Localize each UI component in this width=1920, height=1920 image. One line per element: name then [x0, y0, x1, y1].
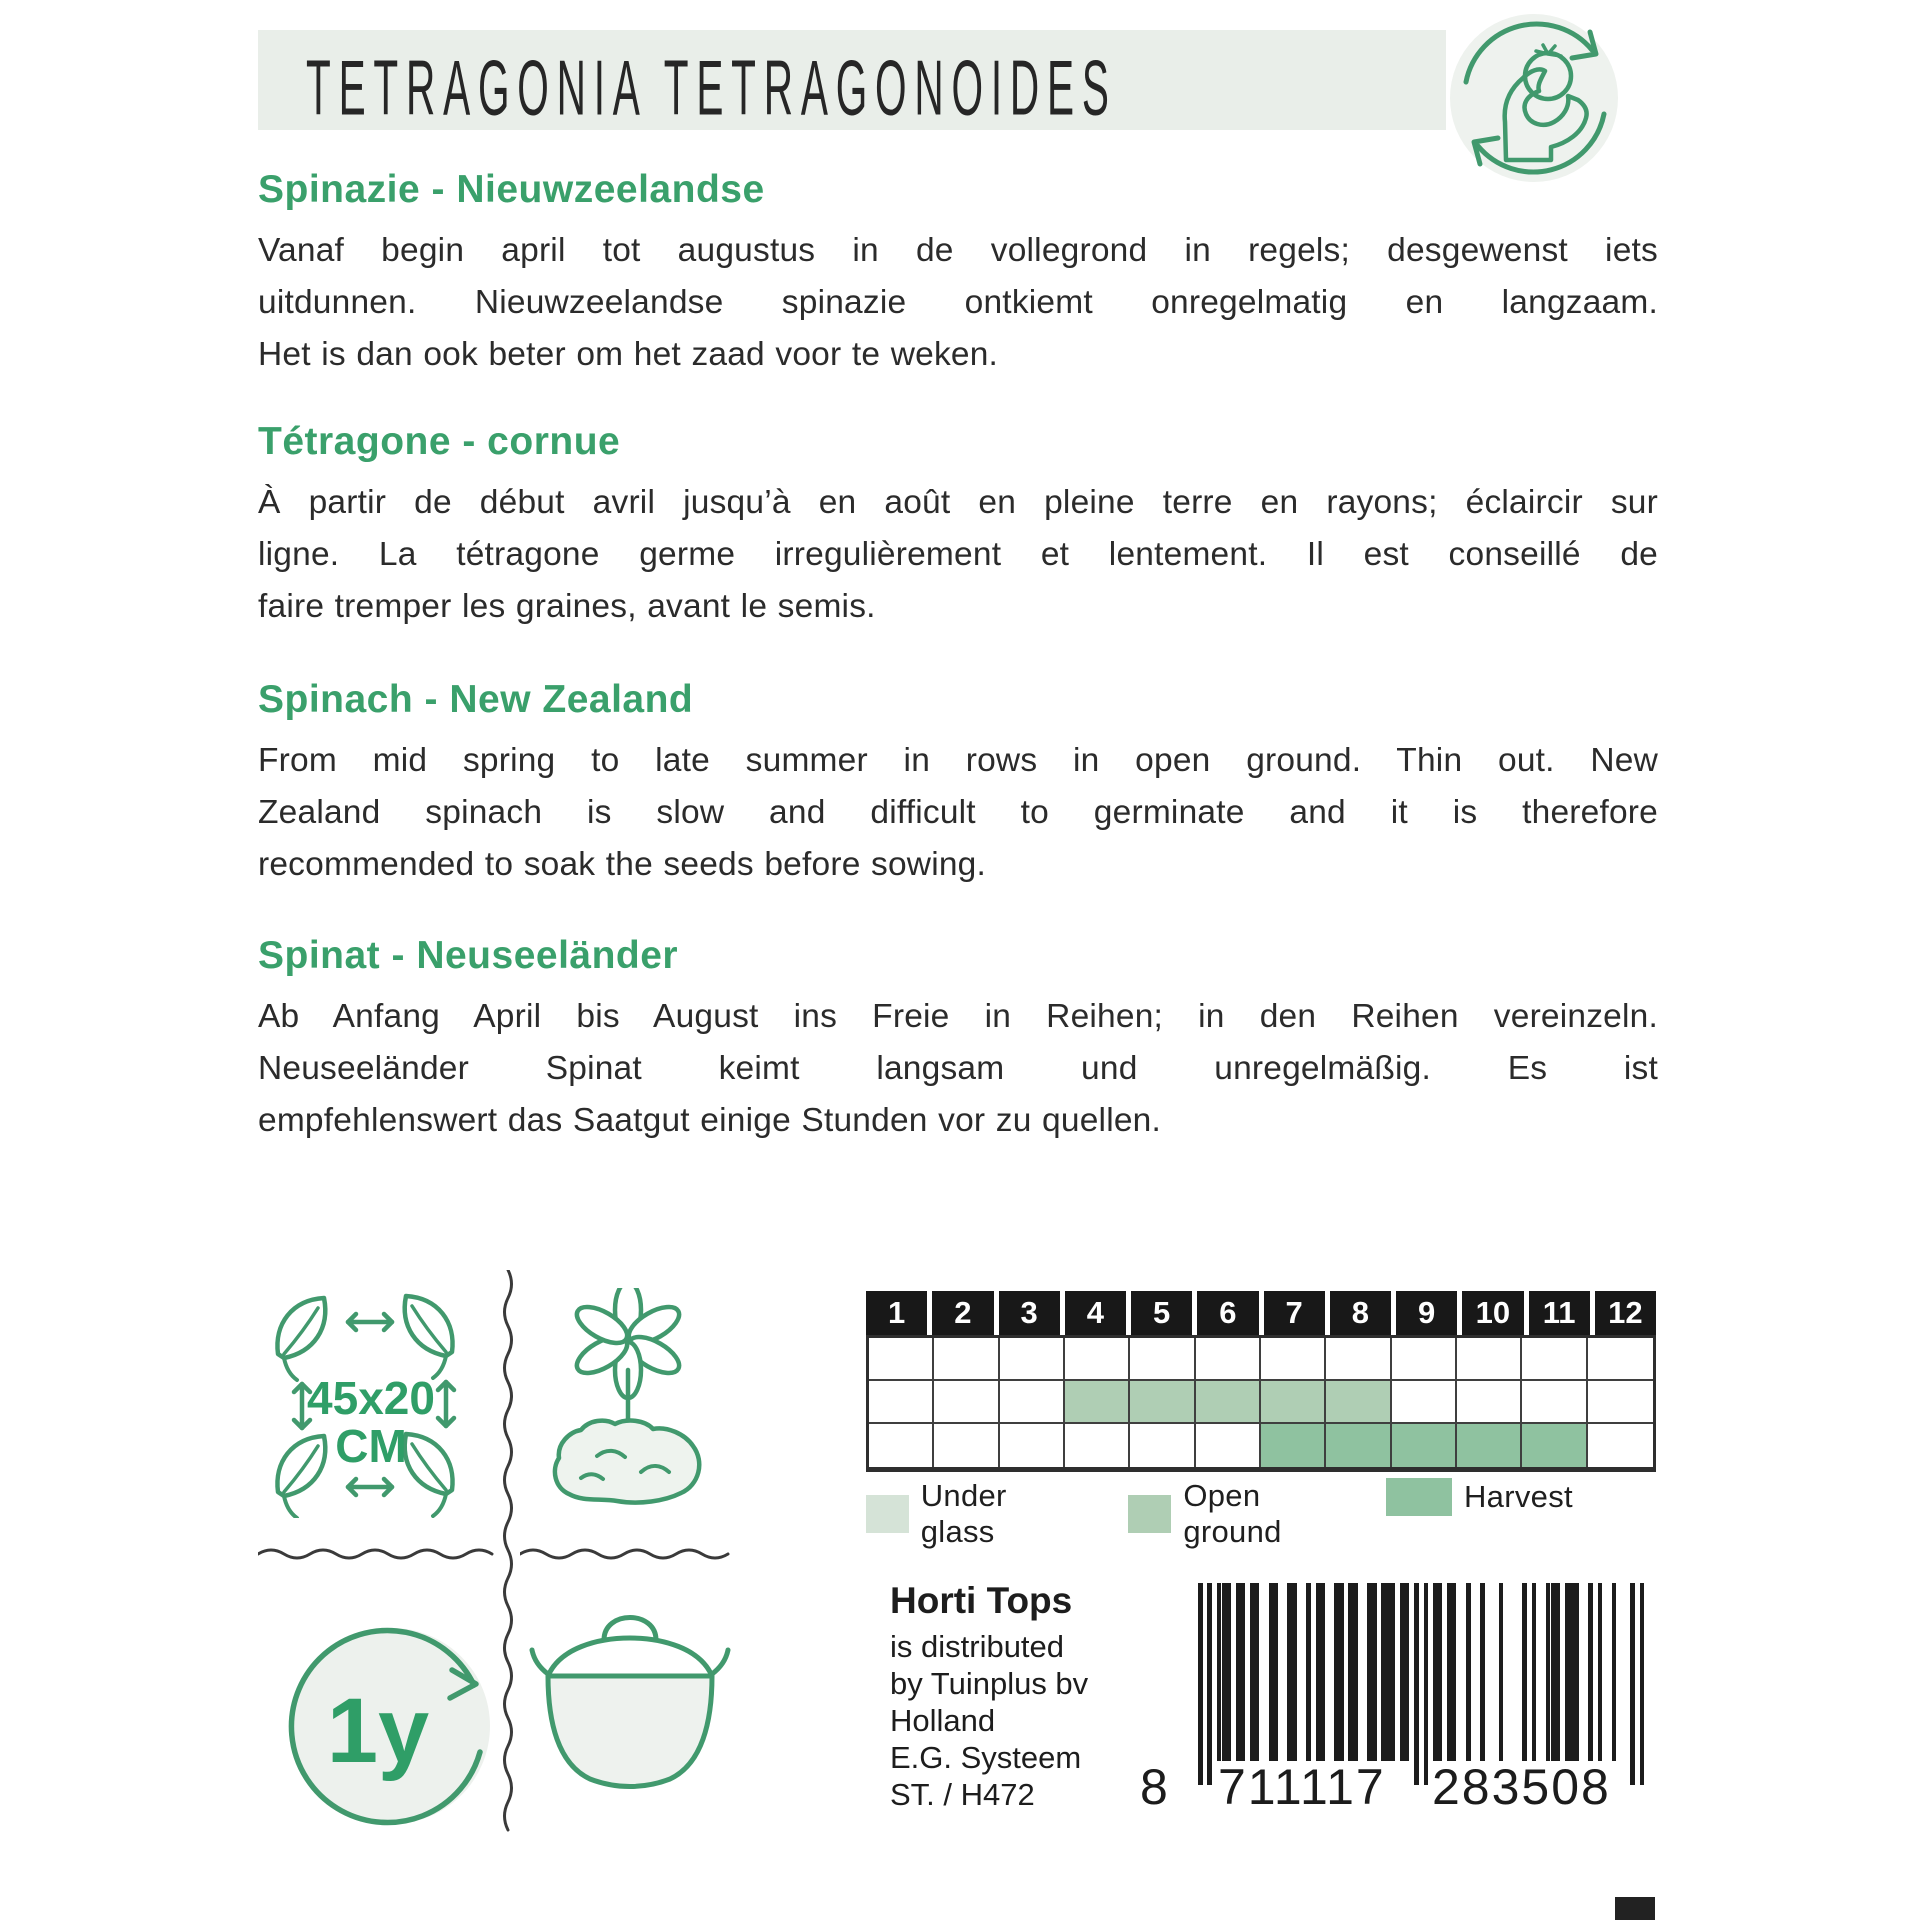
body-line: Het is dan ook beter om het zaad voor te weken.: [258, 336, 999, 373]
month-header-cell: 1: [866, 1291, 927, 1335]
month-header-cell: 11: [1529, 1291, 1590, 1335]
month-header-cell: 8: [1330, 1291, 1391, 1335]
distributor-block: [890, 1580, 1088, 1813]
barcode-bar: [1630, 1583, 1635, 1785]
barcode-bar: [1207, 1583, 1212, 1785]
calendar-cell: [1588, 1381, 1653, 1424]
month-header-cell: 3: [999, 1291, 1060, 1335]
barcode-lead-digit: 8: [1140, 1759, 1170, 1815]
calendar-cell: [1261, 1424, 1326, 1467]
body-line: empfehlenswert das Saatgut einige Stunden vor zu quellen.: [258, 1102, 1162, 1139]
plant-spacing-icon: [258, 1288, 473, 1518]
barcode-bar: [1466, 1583, 1471, 1761]
calendar-cell: [1457, 1381, 1522, 1424]
barcode-digit-group: 283508: [1432, 1759, 1611, 1815]
body-line: À partir de début avril jusqu’à en août en pleine terre en rayons; éclaircir sur: [258, 484, 1658, 521]
barcode-bar: [1391, 1583, 1396, 1761]
body-line: uitdunnen. Nieuwzeelandse spinazie ontkiemt onregelmatig en langzaam.: [258, 284, 1658, 321]
body-line: Vanaf begin april tot augustus in de vollegrond in regels; desgewenst iets: [258, 232, 1658, 269]
barcode-bar: [1353, 1583, 1358, 1761]
calendar-cell: [934, 1381, 999, 1424]
distributor-line: is distributed: [890, 1629, 1065, 1664]
barcode-bar: [1405, 1583, 1410, 1761]
legend-item-open_ground: [1128, 1478, 1304, 1550]
body-line: Neuseeländer Spinat keimt langsam und unregelmäßig. Es ist: [258, 1050, 1658, 1087]
calendar-month-header: [866, 1291, 1656, 1335]
month-header-cell: 10: [1462, 1291, 1523, 1335]
barcode-bar: [1424, 1583, 1429, 1785]
section-heading: Spinat - Neuseeländer: [258, 934, 679, 977]
month-header-cell: 6: [1197, 1291, 1258, 1335]
barcode-bar: [1273, 1583, 1278, 1761]
barcode-bar: [1292, 1583, 1297, 1761]
body-line: ligne. La tétragone germe irregulièrement et lentement. Il est conseillé de: [258, 536, 1658, 573]
legend-item-under_glass: [866, 1478, 1030, 1550]
calendar-cell: [869, 1424, 934, 1467]
calendar-cell: [1130, 1338, 1195, 1381]
barcode-bar: [1452, 1583, 1457, 1761]
barcode-bar: [1588, 1583, 1593, 1761]
section-heading: Tétragone - cornue: [258, 420, 621, 463]
calendar-row-harvest: [869, 1424, 1653, 1467]
calendar-cell: [869, 1381, 934, 1424]
barcode-bar: [1339, 1583, 1344, 1761]
barcode-bar: [1532, 1583, 1537, 1761]
barcode-bar: [1226, 1583, 1231, 1761]
legend-swatch: [1128, 1495, 1171, 1533]
calendar-cell: [1326, 1381, 1391, 1424]
month-header-cell: 5: [1131, 1291, 1192, 1335]
calendar-cell: [1392, 1381, 1457, 1424]
barcode-bar: [1372, 1583, 1377, 1761]
distributor-line: by Tuinplus bv: [890, 1666, 1089, 1701]
distributor-name: Horti Tops: [890, 1580, 1073, 1621]
calendar-cell: [869, 1338, 934, 1381]
calendar-cell: [1457, 1338, 1522, 1381]
legend-item-harvest: [1386, 1478, 1573, 1516]
calendar-cell: [1196, 1381, 1261, 1424]
distributor-line: ST. / H472: [890, 1777, 1035, 1812]
barcode-bar: [1414, 1583, 1419, 1785]
calendar-cell: [1065, 1338, 1130, 1381]
calendar-cell: [1326, 1424, 1391, 1467]
calendar-cell: [1326, 1338, 1391, 1381]
calendar-cell: [1588, 1424, 1653, 1467]
section-english: [258, 678, 1658, 891]
body-line: recommended to soak the seeds before sowing.: [258, 846, 987, 883]
horizontal-wavy-divider: [258, 1546, 498, 1562]
calendar-cell: [1130, 1381, 1195, 1424]
barcode-bar: [1499, 1583, 1504, 1761]
calendar-grid: [866, 1335, 1656, 1472]
sowing-calendar: [866, 1291, 1656, 1472]
horizontal-wavy-divider: [520, 1546, 734, 1562]
distributor-line: E.G. Systeem: [890, 1740, 1082, 1775]
vertical-wavy-divider: [500, 1270, 516, 1836]
barcode-bar: [1598, 1583, 1603, 1761]
calendar-row-under-glass: [869, 1338, 1653, 1381]
month-header-cell: 2: [932, 1291, 993, 1335]
calendar-cell: [1261, 1338, 1326, 1381]
calendar-row-open-ground: [869, 1381, 1653, 1424]
legend-label: Under glass: [920, 1478, 1007, 1549]
barcode-bar: [1640, 1583, 1645, 1785]
calendar-cell: [1000, 1381, 1065, 1424]
title-band: [258, 30, 1446, 133]
body-line: Zealand spinach is slow and difficult to germinate and it is therefore: [258, 794, 1658, 831]
section-heading: Spinazie - Nieuwzeelandse: [258, 168, 765, 211]
calendar-cell: [1522, 1424, 1587, 1467]
cooking-pot-icon: [528, 1592, 733, 1797]
spacing-value: 45x20: [307, 1372, 435, 1424]
species-title: TETRAGONIA TETRAGONOIDES: [306, 45, 1117, 133]
section-french: [258, 420, 1658, 633]
calendar-cell: [1392, 1338, 1457, 1381]
calendar-cell: [1196, 1424, 1261, 1467]
barcode-bar: [1522, 1583, 1527, 1761]
hand-holding-tomato-cycle-icon: [1444, 10, 1624, 190]
calendar-cell: [1457, 1424, 1522, 1467]
month-header-cell: 9: [1396, 1291, 1457, 1335]
calendar-cell: [1196, 1338, 1261, 1381]
legend-swatch: [866, 1495, 909, 1533]
calendar-cell: [1588, 1338, 1653, 1381]
calendar-cell: [1000, 1424, 1065, 1467]
legend-label: Open ground: [1183, 1478, 1282, 1549]
month-header-cell: 7: [1264, 1291, 1325, 1335]
section-heading: Spinach - New Zealand: [258, 678, 694, 721]
flower-on-soil-icon: [545, 1288, 715, 1518]
spacing-unit: CM: [335, 1420, 407, 1472]
calendar-cell: [1522, 1381, 1587, 1424]
calendar-cell: [934, 1424, 999, 1467]
calendar-cell: [1000, 1338, 1065, 1381]
barcode-bar: [1198, 1583, 1203, 1785]
annual-lifecycle-icon: [278, 1610, 503, 1835]
barcode-bar: [1240, 1583, 1245, 1761]
calendar-cell: [1065, 1381, 1130, 1424]
calendar-cell: [1130, 1424, 1195, 1467]
section-german: [258, 934, 1658, 1147]
barcode-bar: [1254, 1583, 1259, 1761]
month-header-cell: 4: [1065, 1291, 1126, 1335]
body-line: faire tremper les graines, avant le semis.: [258, 588, 876, 625]
barcode-bar: [1612, 1583, 1617, 1761]
barcode-bar: [1320, 1583, 1325, 1761]
barcode-bar: [1480, 1583, 1485, 1761]
barcode-bar: [1574, 1583, 1579, 1761]
barcode-bar: [1555, 1583, 1560, 1761]
barcode-bar: [1438, 1583, 1443, 1761]
barcode-digit-group: 711117: [1218, 1759, 1386, 1815]
print-registration-mark: [1615, 1897, 1655, 1920]
body-line: Ab Anfang April bis August ins Freie in Reihen; in den Reihen vereinzeln.: [258, 998, 1658, 1035]
calendar-cell: [1392, 1424, 1457, 1467]
legend-swatch: [1386, 1478, 1452, 1516]
barcode-bar: [1306, 1583, 1311, 1761]
calendar-cell: [1261, 1381, 1326, 1424]
month-header-cell: 12: [1595, 1291, 1656, 1335]
distributor-line: Holland: [890, 1703, 996, 1738]
section-dutch: [258, 168, 1658, 381]
lifecycle-label: 1y: [326, 1680, 430, 1782]
calendar-cell: [934, 1338, 999, 1381]
calendar-cell: [1065, 1424, 1130, 1467]
calendar-cell: [1522, 1338, 1587, 1381]
legend-label: Harvest: [1464, 1479, 1573, 1514]
body-line: From mid spring to late summer in rows in open ground. Thin out. New: [258, 742, 1658, 779]
